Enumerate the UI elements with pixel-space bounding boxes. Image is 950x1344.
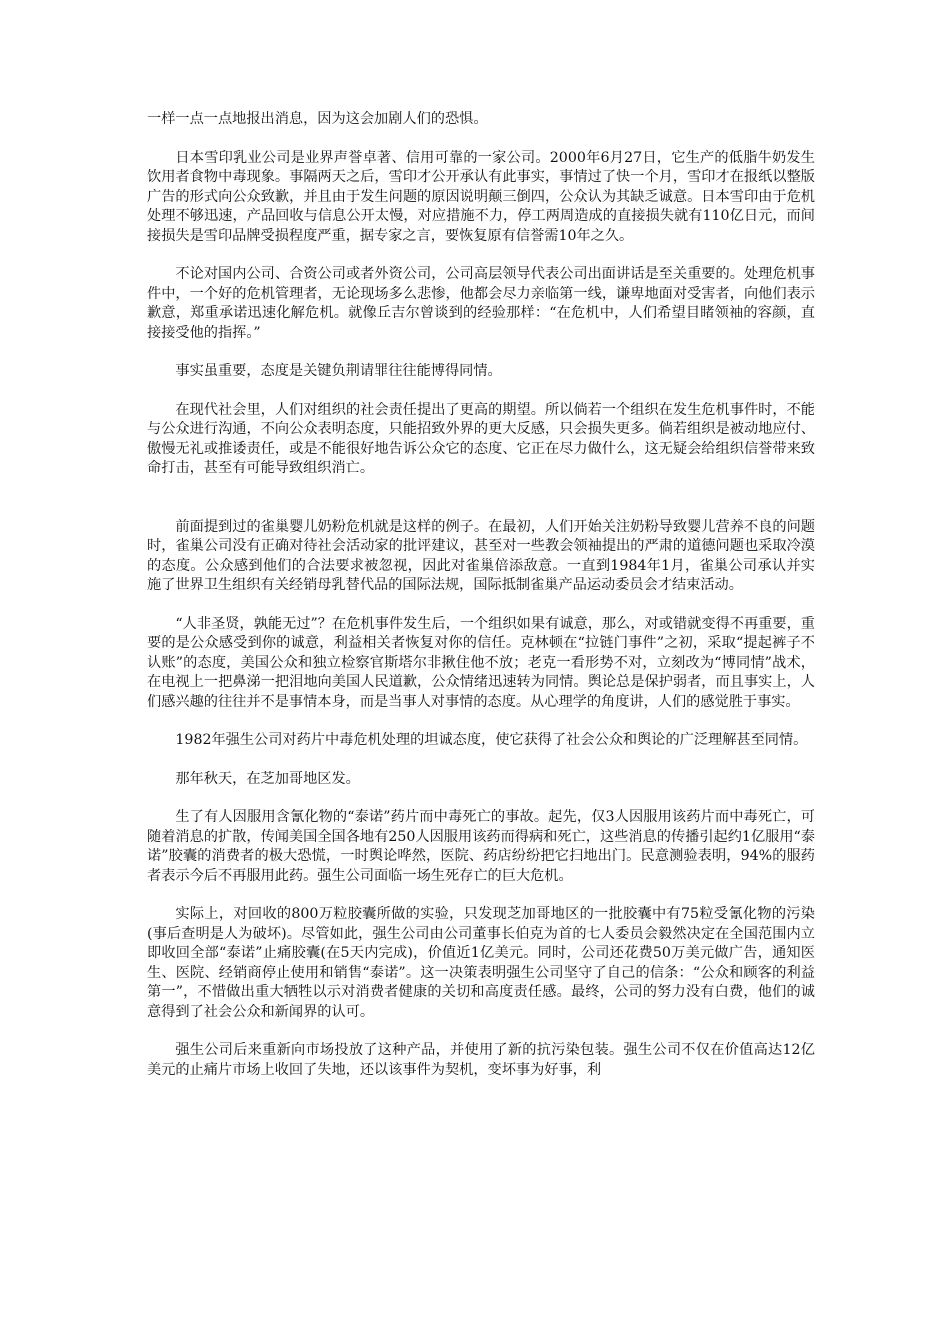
paragraph-relaunch: 强生公司后来重新向市场投放了这种产品，并使用了新的抗污染包装。强生公司不仅在价值高达12亿美元的止痛片市场上收回了失地，还以该事件为契机，变坏事为好事，利 xyxy=(147,1042,815,1078)
paragraph-johnson-1982: 1982年强生公司对药片中毒危机处理的坦诚态度，使它获得了社会公众和舆论的广泛理解甚至同情。 xyxy=(175,732,808,748)
paragraph-clinton: “人非圣贤，孰能无过”？在危机事件发生后，一个组织如果有诚意，那么，对或错就变得不再重要，重要的是公众感受到你的诚意，利益相关者恢复对你的信任。克林顿在“拉链门事件”之初，采取“提起裤子不认账”的态度，美国公众和独立检察官斯塔尔非揪住他不放；老克一看形势不对，立刻改为“博同情”战术，在电视上一把鼻涕一把泪地向美国人民道歉，公众情绪迅速转为同情。舆论总是保护弱者，而且事实上，人们感兴趣的往往并不是事情本身，而是当事人对事情的态度。从心理学的角度讲，人们的感觉胜于事实。 xyxy=(147,615,815,710)
document-body xyxy=(147,110,815,1099)
paragraph-leadership: 不论对国内公司、合资公司或者外资公司，公司高层领导代表公司出面讲话是至关重要的。处理危机事件中，一个好的危机管理者，无论现场多么悲惨，他都会尽力亲临第一线，谦卑地面对受害者，向他们表示歉意，郑重承诺迅速化解危机。就像丘吉尔曾谈到的经验那样：“在危机中，人们希望目睹领袖的容颜，直接接受他的指挥。” xyxy=(147,266,815,341)
paragraph-attitude: 事实虽重要，态度是关键负荆请罪往往能博得同情。 xyxy=(175,363,502,379)
paragraph-snow-brand: 日本雪印乳业公司是业界声誉卓著、信用可靠的一家公司。2000年6月27日，它生产的低脂牛奶发生饮用者食物中毒现象。事隔两天之后，雪印才公开承认有此事实，事情过了快一个月，雪印才在报纸以整版广告的形式向公众致歉，并且由于发生问题的原因说明颠三倒四，公众认为其缺乏诚意。日本雪印由于危机处理不够迅速，产品回收与信息公开太慢，对应措施不力，停工两周造成的直接损失就有110亿日元，而间接损失是雪印品牌受损程度严重，据专家之言，要恢复原有信誉需10年之久。 xyxy=(147,149,815,244)
paragraph-social-responsibility: 在现代社会里，人们对组织的社会责任提出了更高的期望。所以倘若一个组织在发生危机事件时，不能与公众进行沟通，不向公众表明态度，只能招致外界的更大反感，只会损失更多。倘若组织是被动地应付、傲慢无礼或推诿责任，或是不能很好地告诉公众它的态度、它正在尽力做什么，这无疑会给组织信誉带来致命打击，甚至有可能导致组织消亡。 xyxy=(147,401,815,476)
paragraph-tylenol-incident: 生了有人因服用含氰化物的“泰诺”药片而中毒死亡的事故。起先，仅3人因服用该药片而中毒死亡，可随着消息的扩散，传闻美国全国各地有250人因服用该药而得病和死亡，这些消息的传播引起约1亿服用“泰诺”胶囊的消费者的极大恐慌，一时舆论哗然，医院、药店纷纷把它扫地出门。民意测验表明，94%的服药者表示今后不再服用此药。强生公司面临一场生死存亡的巨大危机。 xyxy=(147,809,815,884)
paragraph-nestle: 前面提到过的雀巢婴儿奶粉危机就是这样的例子。在最初，人们开始关注奶粉导致婴儿营养不良的问题时，雀巢公司没有正确对待社会活动家的批评建议，甚至对一些教会领袖提出的严肃的道德问题也采取冷漠的态度。公众感到他们的合法要求被忽视，因此对雀巢倍添敌意。一直到1984年1月，雀巢公司承认并实施了世界卫生组织有关经销母乳替代品的国际法规，国际抵制雀巢产品运动委员会才结束活动。 xyxy=(147,518,815,593)
paragraph-continuation: 一样一点一点地报出消息，因为这会加剧人们的恐惧。 xyxy=(147,111,488,127)
paragraph-chicago: 那年秋天，在芝加哥地区发。 xyxy=(175,770,360,787)
paragraph-recall: 实际上，对回收的800万粒胶囊所做的实验，只发现芝加哥地区的一批胶囊中有75粒受氰化物的污染(事后查明是人为破坏)。尽管如此，强生公司由公司董事长伯克为首的七人委员会毅然决定在全国范围内立即收回全部“泰诺”止痛胶囊(在5天内完成)，价值近1亿美元。同时，公司还花费50万美元做广告，通知医生、医院、经销商停止使用和销售“泰诺”。这一决策表明强生公司坚守了自己的信条：“公众和顾客的利益第一”，不惜做出重大牺牲以示对消费者健康的关切和高度责任感。最终，公司的努力没有白费，他们的诚意得到了社会公众和新闻界的认可。 xyxy=(147,906,815,1020)
